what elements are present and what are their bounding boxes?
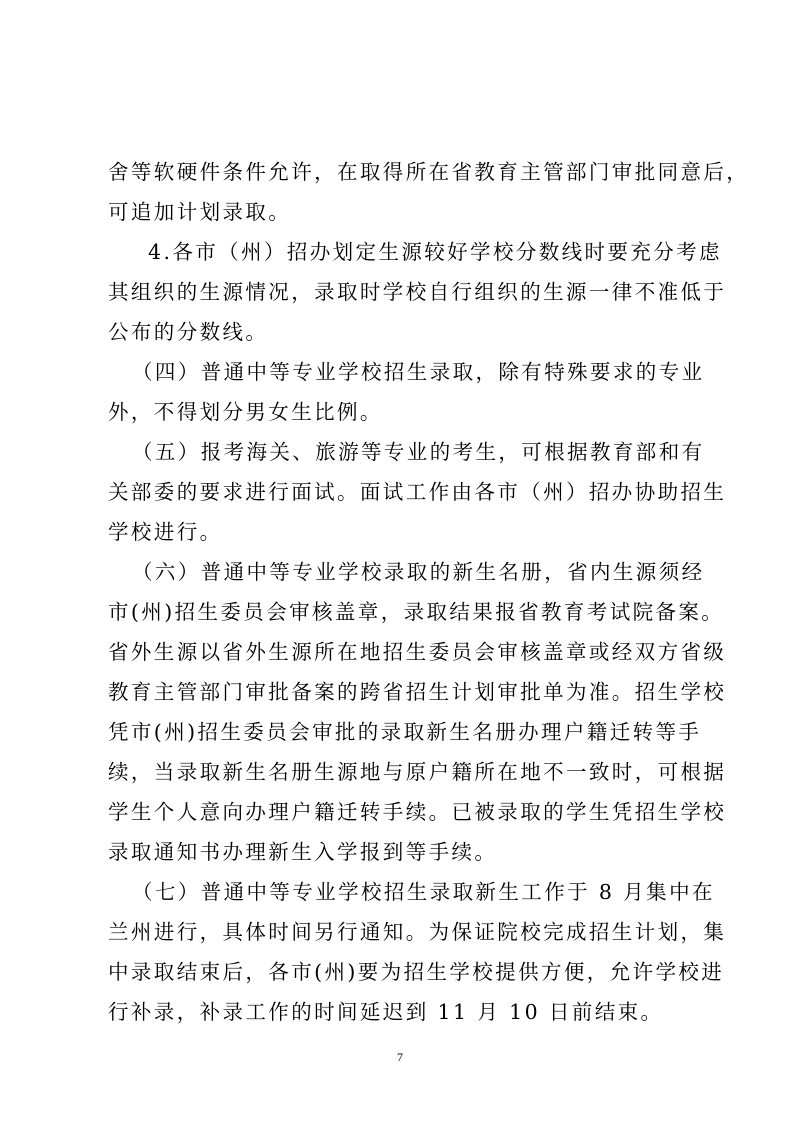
text-line: 省外生源以省外生源所在地招生委员会审核盖章或经双方省级 — [108, 640, 727, 664]
text-line: （七）普通中等专业学校招生录取新生工作于 8 月集中在 — [132, 880, 715, 904]
text-line: 可追加计划录取。 — [108, 200, 292, 224]
text-line: 其组织的生源情况，录取时学校自行组织的生源一律不准低于 — [108, 280, 727, 304]
page-number: 7 — [397, 1050, 403, 1064]
text-line: 外，不得划分男女生比例。 — [108, 400, 383, 424]
text-line: 4.各市（州）招办划定生源较好学校分数线时要充分考虑 — [148, 240, 722, 264]
text-line: 续，当录取新生名册生源地与原户籍所在地不一致时，可根据 — [108, 760, 727, 784]
text-line: 教育主管部门审批备案的跨省招生计划审批单为准。招生学校 — [108, 680, 727, 704]
text-line: 行补录，补录工作的时间延迟到 11 月 10 日前结束。 — [108, 1000, 664, 1024]
text-line: （四）普通中等专业学校招生录取，除有特殊要求的专业 — [132, 360, 705, 384]
text-line: 关部委的要求进行面试。面试工作由各市（州）招办协助招生 — [108, 480, 727, 504]
text-line: （六）普通中等专业学校录取的新生名册，省内生源须经 — [132, 560, 705, 584]
text-line: 学生个人意向办理户籍迁转手续。已被录取的学生凭招生学校 — [108, 800, 727, 824]
text-line: 兰州进行，具体时间另行通知。为保证院校完成招生计划，集 — [108, 920, 727, 944]
text-line: （五）报考海关、旅游等专业的考生，可根据教育部和有 — [132, 440, 705, 464]
text-line: 舍等软硬件条件允许，在取得所在省教育主管部门审批同意后， — [108, 160, 750, 184]
text-line: 录取通知书办理新生入学报到等手续。 — [108, 840, 498, 864]
text-line: 学校进行。 — [108, 520, 223, 544]
text-line: 凭市(州)招生委员会审批的录取新生名册办理户籍迁转等手 — [108, 720, 702, 744]
text-line: 市(州)招生委员会审核盖章，录取结果报省教育考试院备案。 — [108, 600, 725, 624]
text-line: 中录取结束后，各市(州)要为招生学校提供方便，允许学校进 — [108, 960, 725, 984]
text-line: 公布的分数线。 — [108, 320, 269, 344]
